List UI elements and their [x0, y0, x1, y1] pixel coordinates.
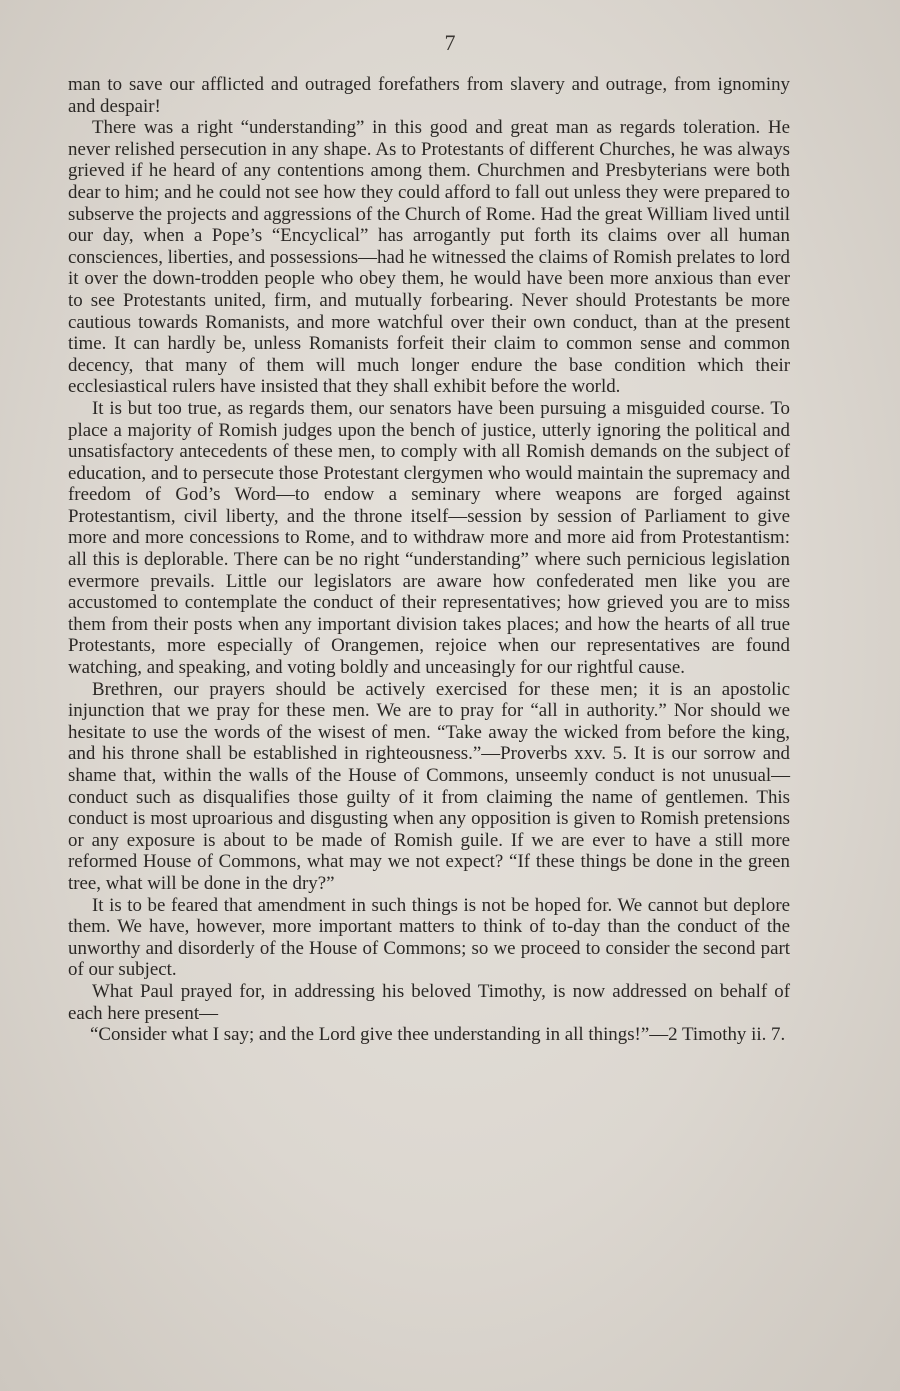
paragraph-toleration: There was a right “understanding” in this good and great man as regards toleration. He never relished persecution in any shape. As to Protestants of different Churches, he was always grieved if he heard of any contentions among them. Churchmen and Presbyterians were both dear to him; and he could not see how they could afford to fall out unless they were prepared to subserve the projects and aggressions of the Church of Rome. Had the great William lived until our day, when a Pope’s “Encyclical” has arrogantly put forth its claims over all human consciences, liberties, and possessions—had he witnessed the claims of Romish prelates to lord it over the down-trodden people who obey them, he would have been more anxious than ever to see Protestants united, firm, and mutually forbearing. Never should Protestants be more cautious towards Romanists, and more watchful over their own conduct, than at the present time. It can hardly be, unless Romanists forfeit their claim to common sense and common decency, that many of them will much longer endure the base condition which their ecclesiastical rulers have insisted that they shall exhibit before the world.	[68, 117, 790, 398]
page-number: 7	[444, 30, 456, 55]
paragraph-paul: What Paul prayed for, in addressing his beloved Timothy, is now addressed on behalf of each here present—	[68, 980, 790, 1024]
paragraph-prayers: Brethren, our prayers should be actively exercised for these men; it is an apostolic injunction that we pray for these men. We are to pray for “all in authority.” Nor should we hesitate to use the words of the wisest of men. “Take away the wicked from before the king, and his throne shall be established in righteousness.”—Proverbs xxv. 5. It is our sorrow and shame that, within the walls of the House of Commons, unseemly conduct is not unusual—conduct such as disqualifies those guilty of it from claiming the name of gentlemen. This conduct is most uproarious and disgusting when any opposition is given to Romish pretensions or any exposure is about to be made of Romish guile. If we are ever to have a still more reformed House of Commons, what may we not expect? “If these things be done in the green tree, what will be done in the dry?”	[68, 678, 790, 894]
scripture-quote: “Consider what I say; and the Lord give thee understanding in all things!”—2 Timothy ii. 7.	[90, 1024, 786, 1046]
paragraph-senators: It is but too true, as regards them, our senators have been pursuing a misguided course. To place a majority of Romish judges upon the bench of justice, utterly ignoring the political and unsatisfactory antecedents of these men, to comply with all Romish demands on the subject of education, and to persecute those Protestant clergymen who would maintain the supremacy and freedom of God’s Word—to endow a seminary where weapons are forged against Protestantism, civil liberty, and the throne itself—session by session of Parliament to give more and more concessions to Rome, and to withdraw more and more aid from Protestantism: all this is deplorable. There can be no right “understanding” where such pernicious legislation evermore prevails. Little our legislators are aware how confederated men like you are accustomed to contemplate the conduct of their representatives; how grieved you are to miss them from their posts when any important division takes places; and how the hearts of all true Protestants, more especially of Orangemen, rejoice when our representatives are found watching, and speaking, and voting boldly and unceasingly for our rightful cause.	[68, 397, 790, 679]
paragraph-amendment: It is to be feared that amendment in such things is not be hoped for. We cannot but deplore them. We have, however, more important matters to think of to-day than the conduct of the unworthy and disorderly of the House of Commons; so we proceed to consider the second part of our subject.	[68, 894, 790, 981]
paragraph-continuation: man to save our afflicted and outraged forefathers from slavery and outrage, from ignominy and despair!	[68, 74, 790, 117]
page-text	[68, 74, 790, 1046]
